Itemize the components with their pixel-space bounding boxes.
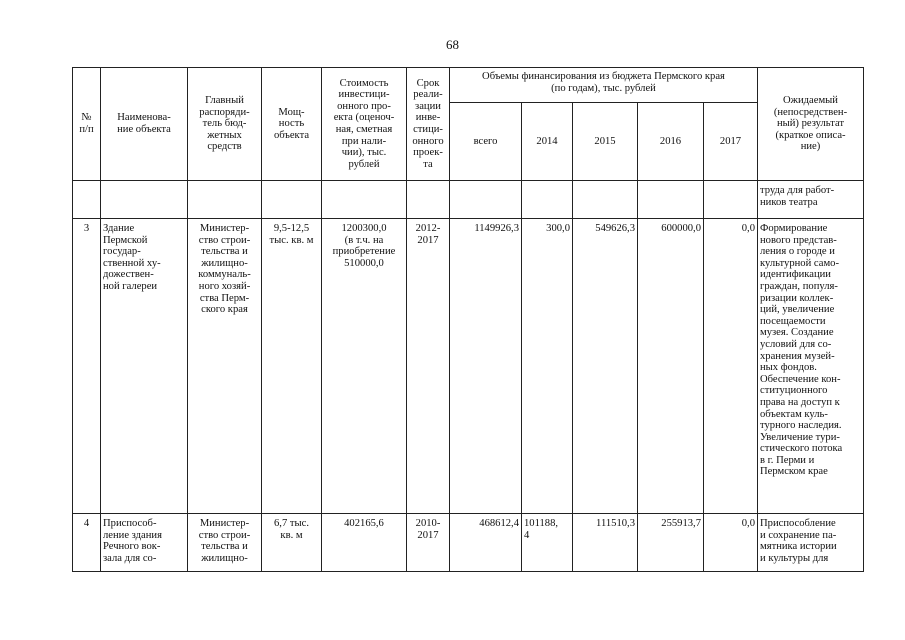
header-num: № п/п: [73, 68, 101, 181]
header-cost: Стоимость инвестици- онного про- екта (оценоч- ная, сметная при нали- чии), тыс. рублей: [322, 68, 407, 181]
table-row: [73, 219, 864, 514]
header-row-1: [73, 68, 864, 103]
row-2015: 111510,3: [573, 514, 638, 572]
row-admin: Министер- ство строи- тельства и жилищно-: [188, 514, 262, 572]
row-num: 4: [73, 514, 101, 572]
row-2014: 300,0: [522, 219, 573, 514]
header-result: Ожидаемый (непосредствен- ный) результат (краткое описа- ние): [758, 68, 864, 181]
row-2014: 101188, 4: [522, 514, 573, 572]
row-cost: 1200300,0 (в т.ч. на приобретение 510000,0: [322, 219, 407, 514]
row-term: 2012- 2017: [407, 219, 450, 514]
header-2014: 2014: [522, 103, 573, 181]
row-cost: [322, 181, 407, 219]
header-term: Срок реали- зации инве- стици- онного проек- та: [407, 68, 450, 181]
header-2016: 2016: [638, 103, 704, 181]
row-2016: [638, 181, 704, 219]
row-2017: [704, 181, 758, 219]
table-row: [73, 514, 864, 572]
row-admin: Министер- ство строи- тельства и жилищно- коммуналь- ного хозяй- ства Перм- ского края: [188, 219, 262, 514]
row-term: [407, 181, 450, 219]
row-num: [73, 181, 101, 219]
row-total: 468612,4: [450, 514, 522, 572]
row-total: [450, 181, 522, 219]
header-funding: Объемы финансирования из бюджета Пермского края (по годам), тыс. рублей: [450, 68, 758, 103]
row-name: Здание Пермской государ- ственной ху- дожествен- ной галереи: [101, 219, 188, 514]
row-term: 2010- 2017: [407, 514, 450, 572]
row-capacity: 9,5-12,5 тыс. кв. м: [262, 219, 322, 514]
table-row: [73, 181, 864, 219]
row-capacity: [262, 181, 322, 219]
row-name: [101, 181, 188, 219]
row-2016: 255913,7: [638, 514, 704, 572]
row-2017: 0,0: [704, 514, 758, 572]
investment-projects-table: [72, 67, 864, 572]
row-2015: 549626,3: [573, 219, 638, 514]
row-2017: 0,0: [704, 219, 758, 514]
header-2017: 2017: [704, 103, 758, 181]
header-admin: Главный распоряди- тель бюд- жетных средств: [188, 68, 262, 181]
header-capacity: Мощ- ность объекта: [262, 68, 322, 181]
page-number: 68: [446, 37, 459, 52]
row-2015: [573, 181, 638, 219]
row-2016: 600000,0: [638, 219, 704, 514]
row-capacity: 6,7 тыс. кв. м: [262, 514, 322, 572]
header-total: всего: [450, 103, 522, 181]
row-result: Формирование нового представ- ления о городе и культурной само- идентификации граждан, популя- ризации коллек- ций, увеличение посещаемости музея. Создание условий для со- хранения музей- ных фондов. Обеспечение кон- ституционного права на доступ к объектам куль- турного наследия. Увеличение тури- стического потока в г. Перми и Пермском крае: [758, 219, 864, 514]
row-result: Приспособление и сохранение па- мятника истории и культуры для: [758, 514, 864, 572]
row-total: 1149926,3: [450, 219, 522, 514]
row-admin: [188, 181, 262, 219]
header-name: Наименова- ние объекта: [101, 68, 188, 181]
row-num: 3: [73, 219, 101, 514]
row-2014: [522, 181, 573, 219]
row-result: труда для работ- ников театра: [758, 181, 864, 219]
header-2015: 2015: [573, 103, 638, 181]
row-cost: 402165,6: [322, 514, 407, 572]
row-name: Приспособ- ление здания Речного вок- зала для со-: [101, 514, 188, 572]
